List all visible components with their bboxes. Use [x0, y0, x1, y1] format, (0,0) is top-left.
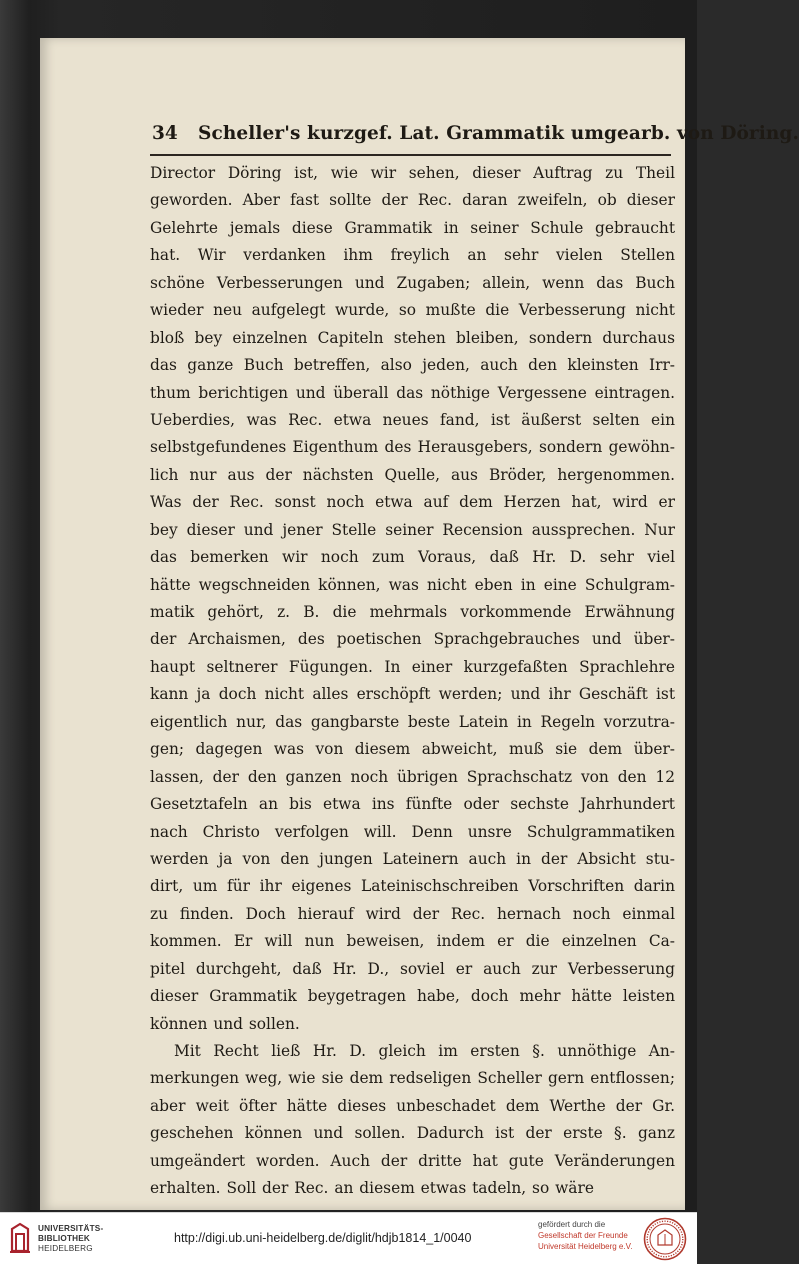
- text-line: umgeändert worden. Auch der dritte hat gute Veränderungen: [150, 1151, 675, 1170]
- text-line: kommen. Er will nun beweisen, indem er die einzelnen Ca-: [150, 932, 675, 951]
- page-body-text: [150, 160, 675, 1203]
- text-line: lassen, der den ganzen noch übrigen Sprachschatz von den 12: [150, 767, 675, 786]
- text-line: Mit Recht ließ Hr. D. gleich im ersten §. unnöthige An-: [174, 1042, 675, 1060]
- text-line: können und sollen.: [150, 1014, 300, 1033]
- text-line: pitel durchgeht, daß Hr. D., soviel er auch zur Verbesserung: [150, 959, 675, 978]
- text-line: Gelehrte jemals diese Grammatik in seiner Schule gebraucht: [150, 218, 675, 237]
- university-name-line-3: HEIDELBERG: [38, 1244, 93, 1253]
- funding-note: [538, 1219, 632, 1252]
- header-rule: [150, 154, 671, 156]
- text-line: geschehen können und sollen. Dadurch ist der erste §. ganz: [150, 1124, 675, 1143]
- text-line: matik gehört, z. B. die mehrmals vorkommende Erwähnung: [150, 603, 675, 621]
- text-line: zu finden. Doch hierauf wird der Rec. hernach noch einmal: [150, 904, 675, 923]
- text-line: selbstgefundenes Eigenthum des Herausgebers, sondern gewöhn-: [150, 438, 675, 457]
- text-line: bloß bey einzelnen Capiteln stehen bleiben, sondern durchaus: [150, 328, 675, 347]
- text-line: merkungen weg, wie sie dem redseligen Scheller gern entflossen;: [150, 1069, 675, 1088]
- text-line: der Archaismen, des poetischen Sprachgebrauches und über-: [150, 630, 675, 649]
- text-line: lich nur aus der nächsten Quelle, aus Bröder, hergenommen.: [150, 465, 675, 484]
- text-line: aber weit öfter hätte dieses unbeschadet dem Werthe der Gr.: [150, 1096, 675, 1115]
- text-line: das ganze Buch betreffen, also jeden, auch den kleinsten Irr-: [150, 356, 675, 375]
- running-header: [116, 123, 799, 153]
- text-line: bey dieser und jener Stelle seiner Recension aussprechen. Nur: [150, 520, 675, 539]
- text-line: wieder neu aufgelegt wurde, so mußte die Verbesserung nicht: [150, 301, 675, 320]
- society-name-line-2: Universität Heidelberg e.V.: [538, 1242, 633, 1251]
- text-line: eigentlich nur, das gangbarste beste Latein in Regeln vorzutra-: [150, 712, 675, 731]
- university-name-line-1: UNIVERSITÄTS-: [38, 1224, 104, 1233]
- text-line: hätte wegschneiden können, was nicht eben in eine Schulgram-: [150, 575, 675, 594]
- text-line: erhalten. Soll der Rec. an diesem etwas tadeln, so wäre: [150, 1179, 594, 1198]
- university-seal-icon: [643, 1217, 687, 1261]
- text-line: werden ja von den jungen Lateinern auch in der Absicht stu-: [150, 849, 675, 868]
- funded-by-text: gefördert durch die: [538, 1220, 606, 1229]
- permalink-url[interactable]: http://digi.ub.uni-heidelberg.de/diglit/hdjb1814_1/0040: [174, 1231, 472, 1245]
- university-library-logo-icon: [8, 1221, 32, 1255]
- text-line: kann ja doch nicht alles erschöpft werden; und ihr Geschäft ist: [150, 685, 675, 704]
- text-line: Ueberdies, was Rec. etwa neues fand, ist äußerst selten ein: [150, 410, 675, 429]
- text-line: gen; dagegen was von diesem abweicht, muß sie dem über-: [150, 740, 675, 759]
- text-line: thum berichtigen und überall das nöthige Vergessene eintragen.: [150, 383, 675, 402]
- society-name-line-1: Gesellschaft der Freunde: [538, 1231, 628, 1240]
- running-title: Scheller's kurzgef. Lat. Grammatik umgearb. von Döring.: [198, 123, 799, 144]
- viewer-footer: [0, 1212, 697, 1264]
- university-name-line-2: BIBLIOTHEK: [38, 1234, 91, 1243]
- text-line: geworden. Aber fast sollte der Rec. daran zweifeln, ob dieser: [150, 191, 675, 210]
- text-line: Director Döring ist, wie wir sehen, dieser Auftrag zu Theil: [150, 164, 675, 182]
- text-line: dirt, um für ihr eigenes Lateinischschreiben Vorschriften darin: [150, 877, 675, 896]
- text-line: nach Christo verfolgen will. Denn unsre Schulgrammatiken: [150, 822, 675, 841]
- text-line: Was der Rec. sonst noch etwa auf dem Herzen hat, wird er: [150, 493, 675, 512]
- text-line: schöne Verbesserungen und Zugaben; allein, wenn das Buch: [150, 273, 675, 292]
- page-number: 34: [152, 123, 178, 144]
- university-library-name: [38, 1224, 103, 1254]
- text-line: hat. Wir verdanken ihm freylich an sehr vielen Stellen: [150, 246, 675, 265]
- text-line: haupt seltnerer Fügungen. In einer kurzgefaßten Sprachlehre: [150, 657, 675, 676]
- text-line: Gesetztafeln an bis etwa ins fünfte oder sechste Jahrhundert: [150, 795, 675, 814]
- text-line: das bemerken wir noch zum Voraus, daß Hr. D. sehr viel: [150, 548, 675, 567]
- text-line: dieser Grammatik beygetragen habe, doch mehr hätte leisten: [150, 987, 675, 1006]
